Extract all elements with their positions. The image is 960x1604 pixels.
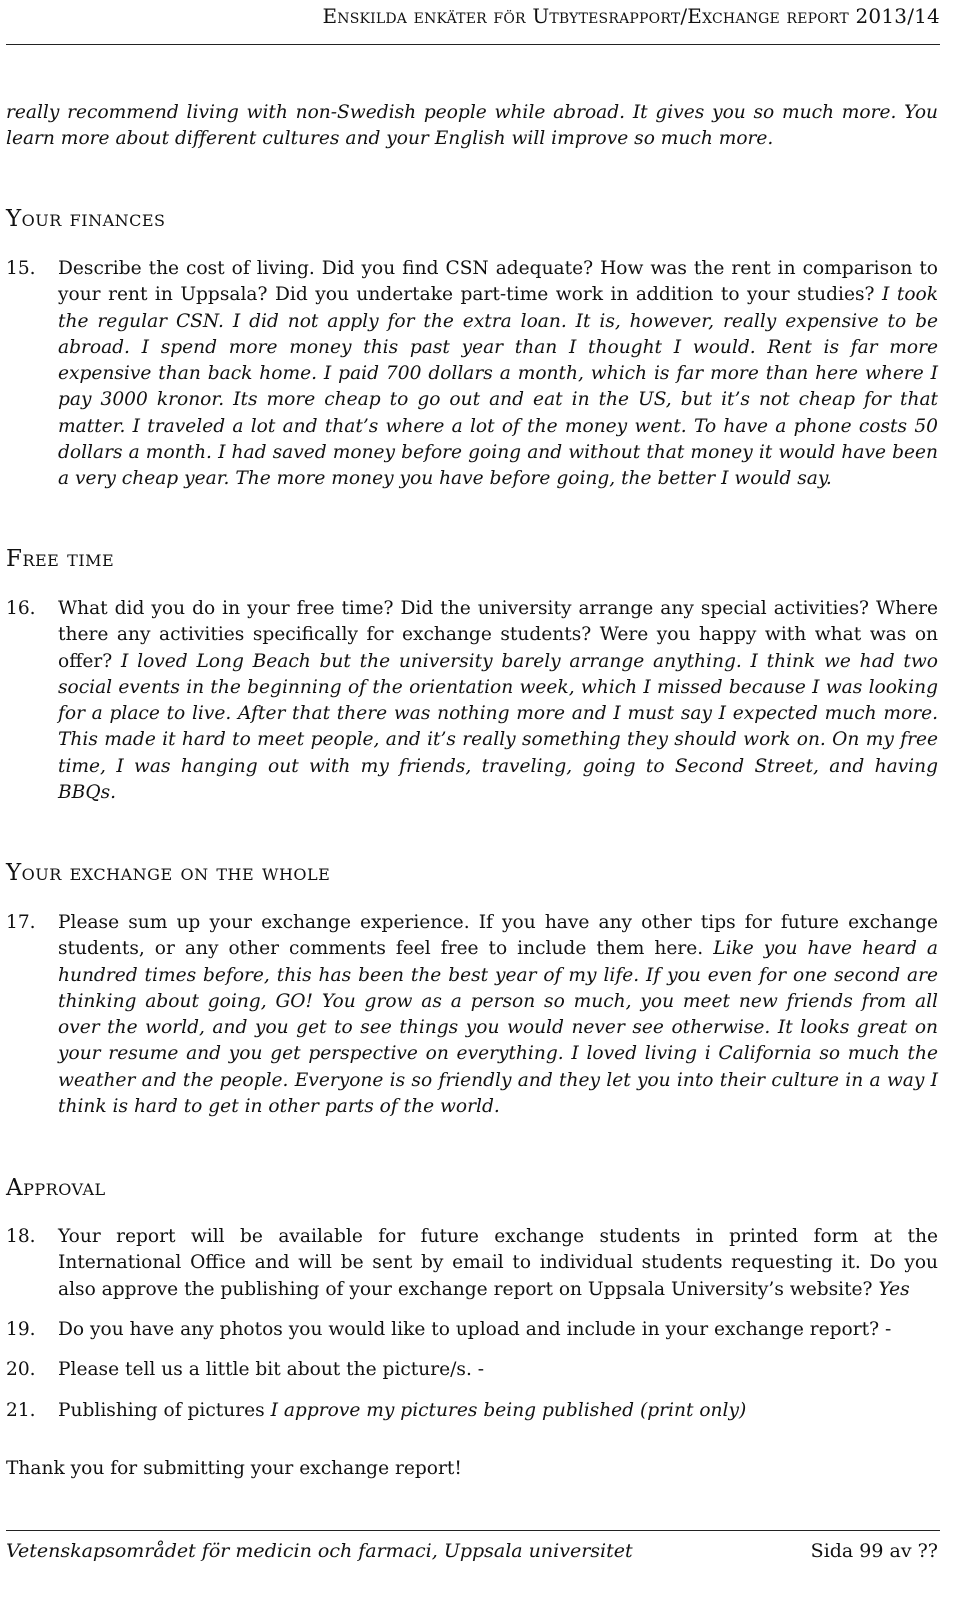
question-number: 19.: [6, 1319, 36, 1340]
closing-thank-you: Thank you for submitting your exchange report!: [6, 1458, 462, 1479]
page-header-title: Enskilda enkäter för Utbytesrapport/Exchange report 2013/14: [322, 4, 940, 28]
question-number: 17.: [6, 912, 36, 933]
question-number: 16.: [6, 598, 36, 619]
answer-text: Like you have heard a hundred times before, this has been the best year of my life. If you even for one second are thinking about going, GO! You grow as a person so much, you meet new friends from all over the world, and you get to see things you would never see otherwise. It looks great on your resume and you get perspective on everything. I loved living i California so much the weather and the people. Everyone is so friendly and they let you into their culture in a way I think is hard to get in other parts of the world.: [58, 938, 938, 1118]
section-heading-approval: Approval: [6, 1175, 106, 1201]
question-17: [6, 910, 938, 1120]
question-body: [58, 1224, 938, 1303]
footer-institution: Vetenskapsområdet för medicin och farmaci, Uppsala universitet: [6, 1540, 633, 1562]
question-20: [6, 1357, 938, 1383]
question-text: Describe the cost of living. Did you find CSN adequate? How was the rent in comparison to your rent in Uppsala? Did you undertake part-time work in addition to your studies?: [58, 258, 938, 306]
question-body: [58, 596, 938, 806]
question-text: Publishing of pictures: [58, 1400, 265, 1421]
footer-page-number: Sida 99 av ??: [810, 1540, 938, 1562]
question-number: 20.: [6, 1359, 36, 1380]
section-heading-finances: Your finances: [6, 206, 166, 232]
answer-text: I loved Long Beach but the university barely arrange anything. I think we had two social events in the beginning of the orientation week, which I missed because I was looking for a place to live. After that there was nothing more and I must say I expected much more. This made it hard to meet people, and it’s really something they should work on. On my free time, I was hanging out with my friends, traveling, going to Second Street, and having BBQs.: [58, 650, 938, 804]
question-15: [6, 256, 938, 493]
question-number: 15.: [6, 258, 36, 279]
question-body: [58, 910, 938, 1120]
question-body: [58, 1398, 938, 1424]
question-number: 21.: [6, 1400, 36, 1421]
question-21: [6, 1398, 938, 1424]
question-16: [6, 596, 938, 806]
question-text: Your report will be available for future exchange students in printed form at the International Office and will be sent by email to individual students requesting it. Do you also approve the publishing of your exchange report on Uppsala University’s website?: [58, 1226, 938, 1300]
question-19: [6, 1317, 938, 1343]
section-heading-free-time: Free time: [6, 546, 115, 572]
question-body: [58, 256, 938, 493]
intro-continuation-text: really recommend living with non-Swedish people while abroad. It gives you so much more. You learn more about different cultures and your English will improve so much more.: [6, 102, 938, 150]
answer-text: I approve my pictures being published (print only): [270, 1400, 747, 1421]
answer-text: I took the regular CSN. I did not apply for the extra loan. It is, however, really expensive to be abroad. I spend more money this past year than I thought I would. Rent is far more expensive than back home. I paid 700 dollars a month, which is far more than here where I pay 3000 kronor. Its more cheap to go out and eat in the US, but it’s not cheap for that matter. I traveled a lot and that’s where a lot of the money went. To have a phone costs 50 dollars a month. I had saved money before going and without that money it would have been a very cheap year. The more money you have before going, the better I would say.: [58, 284, 938, 490]
footer-divider: [6, 1530, 940, 1531]
question-text: What did you do in your free time? Did the university arrange any special activities? Where there any activities specifically for exchange students? Were you happy with what was on offer?: [58, 598, 938, 672]
question-18: [6, 1224, 938, 1303]
section-heading-exchange-whole: Your exchange on the whole: [6, 860, 331, 886]
header-divider: [6, 44, 940, 45]
question-text: Please sum up your exchange experience. If you have any other tips for future exchange students, or any other comments feel free to include them here.: [58, 912, 938, 960]
answer-text: Yes: [878, 1278, 910, 1300]
question-text: Please tell us a little bit about the picture/s. -: [58, 1359, 485, 1380]
question-text: Do you have any photos you would like to upload and include in your exchange report? -: [58, 1319, 892, 1340]
question-number: 18.: [6, 1226, 36, 1247]
